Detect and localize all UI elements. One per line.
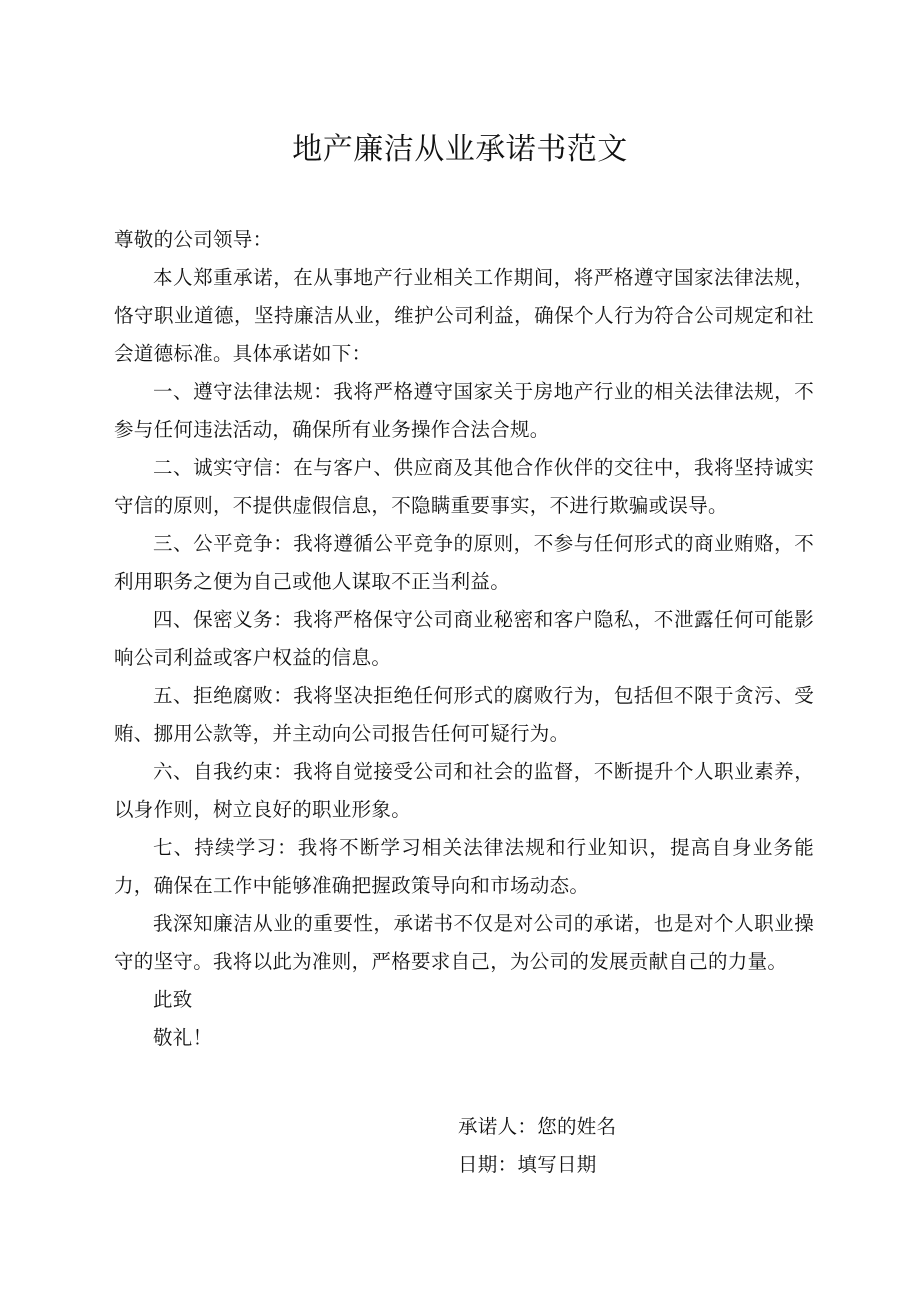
document-title: 地产廉洁从业承诺书范文 [292, 132, 628, 167]
commitment-item-1: 一、遵守法律法规：我将严格遵守国家关于房地产行业的相关法律法规，不参与任何违法活动，确保所有业务操作合法合规。 [114, 380, 814, 441]
salutation: 尊敬的公司领导： [114, 228, 273, 251]
commitment-item-3: 三、公平竞争：我将遵循公平竞争的原则，不参与任何形式的商业贿赂，不利用职务之便为自己或他人谋取不正当利益。 [114, 532, 814, 593]
closing-line-2: 敬礼！ [153, 1026, 213, 1049]
commitment-item-4: 四、保密义务：我将严格保守公司商业秘密和客户隐私，不泄露任何可能影响公司利益或客户权益的信息。 [114, 608, 814, 669]
signature-block [458, 1108, 616, 1184]
commitment-item-7: 七、持续学习：我将不断学习相关法律法规和行业知识，提高自身业务能力，确保在工作中能够准确把握政策导向和市场动态。 [114, 836, 814, 897]
signatory-line: 承诺人：您的姓名 [458, 1115, 617, 1138]
closing-line-1: 此致 [153, 988, 193, 1011]
intro-paragraph: 本人郑重承诺，在从事地产行业相关工作期间，将严格遵守国家法律法规，恪守职业道德，坚持廉洁从业，维护公司利益，确保个人行为符合公司规定和社会道德标准。具体承诺如下： [114, 266, 814, 365]
commitment-item-2: 二、诚实守信：在与客户、供应商及其他合作伙伴的交往中，我将坚持诚实守信的原则，不提供虚假信息，不隐瞒重要事实，不进行欺骗或误导。 [114, 456, 814, 517]
commitment-item-6: 六、自我约束：我将自觉接受公司和社会的监督，不断提升个人职业素养，以身作则，树立良好的职业形象。 [114, 760, 814, 821]
document-body [114, 221, 814, 1057]
commitment-item-5: 五、拒绝腐败：我将坚决拒绝任何形式的腐败行为，包括但不限于贪污、受贿、挪用公款等，并主动向公司报告任何可疑行为。 [114, 684, 814, 745]
date-line: 日期：填写日期 [458, 1153, 597, 1176]
conclusion-paragraph: 我深知廉洁从业的重要性，承诺书不仅是对公司的承诺，也是对个人职业操守的坚守。我将以此为准则，严格要求自己，为公司的发展贡献自己的力量。 [114, 912, 814, 973]
